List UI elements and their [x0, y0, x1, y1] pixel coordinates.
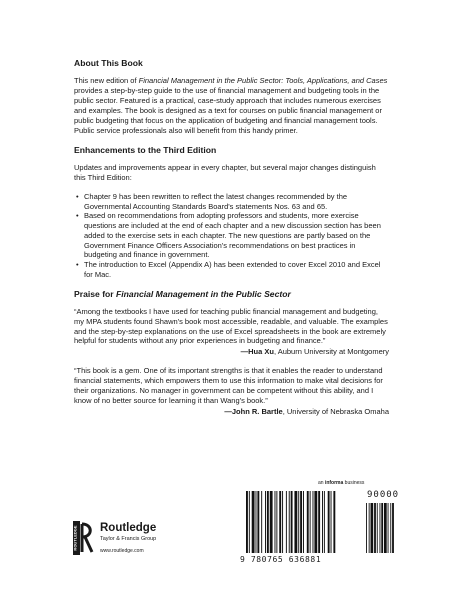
barcode-bar — [282, 491, 283, 553]
about-book-title: Financial Management in the Public Sector: Tools, Applications, and Cases — [138, 76, 388, 86]
barcode-bar — [328, 491, 330, 553]
about-heading: About This Book — [74, 58, 143, 68]
price-barcode-bar — [374, 503, 376, 553]
about-body — [74, 76, 389, 135]
barcode-bar — [276, 491, 277, 553]
price-barcode-bar — [377, 503, 378, 553]
list-item: • Based on recommendations from adopting professors and students, more exercise questions are included at the end of each chapter and a new discussion section has been added to the exercise sets in each chapter. The new questions are partly based on the Government Finance Officers Association's recommendations on best practices in budgeting and finance in government. — [84, 211, 389, 260]
list-item: • The introduction to Excel (Appendix A) has been extended to cover Excel 2010 and Excel for Mac. — [84, 260, 389, 280]
barcode-bar — [257, 491, 259, 553]
price-barcode-bar — [390, 503, 391, 553]
reviewer-affiliation: , Auburn University at Montgomery — [273, 347, 389, 357]
barcode-bar — [279, 491, 281, 553]
routledge-logo-icon — [73, 521, 95, 555]
barcode-bar — [286, 491, 287, 553]
barcode-bar — [322, 491, 323, 553]
enhancements-heading: Enhancements to the Third Edition — [74, 144, 217, 155]
price-barcode-bar — [380, 503, 381, 553]
praise-section — [74, 289, 389, 417]
price-barcode-bar — [371, 503, 374, 553]
about-body-post: provides a step-by-step guide to the use of financial management and budgeting tools in the public sector. Featured is a practical, case-study approach that includes numerous exercises and examples. The book is designed as a text for courses on public financial management or public budgeting that focus on the application of budgeting and financial management tools. Public service professionals also will benefit from this handy primer. — [74, 86, 382, 135]
enhancements-list — [74, 192, 389, 280]
about-section — [74, 58, 389, 136]
price-barcode-bar — [381, 503, 383, 553]
price-barcode-bar — [388, 503, 389, 553]
barcode-bar — [331, 491, 332, 553]
barcode-bar — [300, 491, 302, 553]
cover-text — [74, 58, 389, 426]
barcode-bar — [261, 491, 262, 553]
publisher-name: Routledge — [100, 522, 157, 534]
isbn-number: 9 780765 636881 — [240, 555, 322, 564]
logo-side-text: ROUTLEDGE — [73, 525, 78, 551]
praise-quote: “This book is a gem. One of its important strengths is that it enables the reader to understand financial statements, which empowers them to use this information to make vital decisions for their organizations. No manager in government can be competent without this ability, and I know of no better source for learning it than Wang's book.” — [74, 366, 383, 405]
barcode-bar — [291, 491, 293, 553]
praise-attribution — [74, 407, 389, 417]
barcode-bar — [267, 491, 269, 553]
barcode-bar — [270, 491, 273, 553]
publisher-block — [73, 519, 213, 559]
barcode-bar — [314, 491, 317, 553]
price-barcode-bar — [384, 503, 387, 553]
barcode-bar — [307, 491, 309, 553]
barcode-bar — [252, 491, 255, 553]
price-barcode-bar — [392, 503, 394, 553]
praise-attribution — [74, 347, 389, 357]
praise-quote: “Among the textbooks I have used for teaching public financial management and budgeting, my MPA students found Shawn's book most accessible, readable, and valuable. The examples and the step-by-step explanations on the use of Excel spreadsheets in the book are extremely helpful for students without any prior experiences in budgeting and finance.” — [74, 306, 388, 346]
about-body-pre: This new edition of — [74, 76, 139, 86]
publisher-group: Taylor & Francis Group — [100, 536, 157, 542]
publisher-url: www.routledge.com — [100, 548, 144, 554]
praise-heading — [74, 289, 389, 299]
reviewer-name: —John R. Bartle — [224, 406, 283, 416]
barcode-bar — [265, 491, 266, 553]
praise-heading-title: Financial Management in the Public Sector — [116, 288, 291, 299]
barcode-bar — [318, 491, 320, 553]
barcode-bar — [310, 491, 311, 553]
reviewer-affiliation: , University of Nebraska Omaha — [282, 406, 389, 416]
praise-heading-prefix: Praise for — [74, 288, 117, 299]
barcode-bar — [324, 491, 325, 553]
list-item: • Chapter 9 has been rewritten to reflect the latest changes recommended by the Governmental Accounting Standards Board's statements Nos. 63 and 65. — [84, 192, 389, 212]
barcode-bar — [313, 491, 314, 553]
barcode-bar — [275, 491, 276, 553]
informa-brand: informa — [324, 480, 344, 486]
barcode-bar — [333, 491, 335, 553]
barcode-bar — [289, 491, 290, 553]
barcode-bar — [246, 491, 248, 553]
informa-suffix: business — [343, 480, 365, 486]
enhancements-intro: Updates and improvements appear in every chapter, but several major changes distinguish this Third Edition: — [74, 162, 376, 182]
price-barcode-bar — [369, 503, 370, 553]
reviewer-name: —Hua Xu — [240, 347, 274, 357]
barcode-bar — [298, 491, 299, 553]
price-code: 90000 — [367, 490, 400, 500]
isbn-barcode — [238, 489, 398, 567]
price-barcode-bar — [366, 503, 367, 553]
barcode-bar — [256, 491, 257, 553]
barcode-bar — [303, 491, 304, 553]
informa-prefix: an — [318, 480, 325, 486]
barcode-bar — [294, 491, 297, 553]
informa-business-label — [318, 480, 364, 486]
barcode-bar — [249, 491, 250, 553]
enhancements-section — [74, 145, 389, 280]
